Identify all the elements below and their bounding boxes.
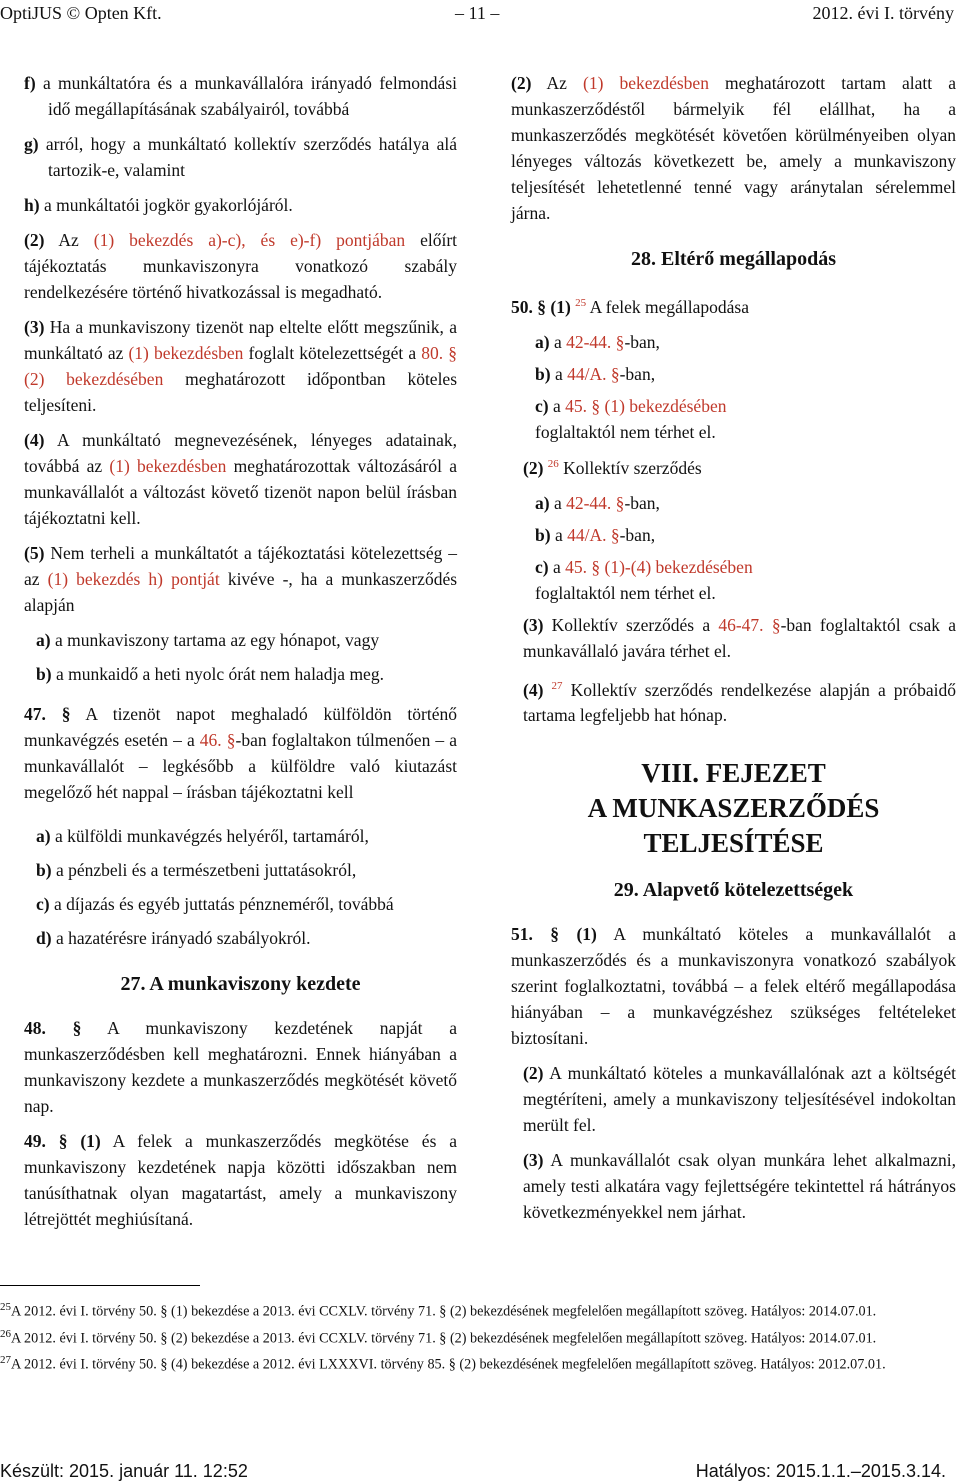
list-item: c) a 45. § (1) bekezdésében (535, 395, 727, 416)
ref-link[interactable]: (1) bekezdés a)-c), és e)-f) pontjában (93, 230, 406, 250)
list-item: a) a külföldi munkavégzés helyéről, tartamáról, (36, 826, 369, 846)
section-heading-27: 27. A munkaviszony kezdete (120, 973, 361, 995)
section-48: 48. § A munkaviszony kezdetének napját a munkaszerződésben kell meghatározni. Ennek hiányában a munkaviszony kezdete a munkaszerződés megkötését követő nap. (24, 1018, 457, 1116)
list-item: b) a pénzbeli és a természetbeni juttatásokról, (36, 860, 357, 880)
section-47: 47. § A tizenöt napot meghaladó külföldön történő munkavégzés esetén – a 46. §-ban foglaltakon túlmenően – a munkavállalót – legkésőbb a külföldre való kiutazást megelőző hét nappal – írásban tájékoztatni kell (24, 704, 457, 802)
point-h: h) a munkáltatói jogkör gyakorlójáról. (24, 195, 293, 215)
page-header (0, 0, 960, 30)
list-item: b) a 44/A. §-ban, (535, 363, 656, 384)
footnote: $^{25}$A 2012. évi I. törvény 50. § (1) bekezdése a 2013. évi CCXLV. törvény 71. § (2) bekezdésének megfelelően megállapított szöveg. Hatályos: 2014.07.01. (0, 1301, 877, 1320)
point-f: f) a munkáltatóra és a munkavállalóra irányadó felmondási idő megállapításának szabályairól, továbbá (24, 73, 457, 119)
ref-link[interactable]: (1) bekezdésben (128, 343, 244, 363)
footnote-ref[interactable]: 26 (547, 457, 559, 470)
ref-link[interactable]: 45. § (1) bekezdésében (565, 395, 727, 416)
section-51-p3: (3) A munkavállalót csak olyan munkára lehet alkalmazni, amely testi alkatára vagy fejlettségére tekintettel rá hátrányos következményekkel nem járhat. (523, 1150, 956, 1223)
law-title: 2012. évi I. törvény (812, 3, 954, 23)
section-50-p3: (3) Kollektív szerződés a 46-47. §-ban foglaltaktól csak a munkavállaló javára térhet el. (523, 614, 956, 661)
ref-link[interactable]: 80. § (2) bekezdésében (24, 343, 457, 389)
ref-link[interactable]: 45. § (1)-(4) bekezdésében (565, 556, 753, 577)
footnote-ref[interactable]: 27 (551, 679, 563, 692)
section-51-p1: 51. § (1) A munkáltató köteles a munkavállalót a munkaszerződés és a munkaviszonyra vonatkozó szabályok szerint foglalkoztatni, továbbá – a felek eltérő megállapodása hiányában – a munkavégzéshez szükséges feltételeket biztosítani. (511, 924, 957, 1049)
ref-link[interactable]: (1) bekezdésben (583, 73, 709, 93)
section-50-p2: (2) $^{26}$ Kollektív szerződés (523, 457, 702, 478)
paragraph-5: (5) Nem terheli a munkáltatót a tájékoztatási kötelezettség – az (1) bekezdés h) pontját kivéve -, ha a munkaszerződés alapján (24, 543, 458, 615)
validity-range: Hatályos: 2015.1.1.–2015.3.14. (695, 1461, 946, 1481)
created-date: Készült: 2015. január 11. 12:52 (0, 1461, 248, 1481)
left-column (24, 70, 457, 1241)
section-50-p1: 50. § (1) $^{25}$ A felek megállapodása (511, 296, 749, 317)
ref-link[interactable]: 42-44. § (566, 492, 625, 513)
publisher: OptiJUS © Opten Kft. (0, 3, 162, 23)
list-item: c) a 45. § (1)-(4) bekezdésében (535, 556, 753, 577)
list-item: b) a 44/A. §-ban, (535, 524, 656, 545)
ref-link[interactable]: 46. § (199, 730, 236, 750)
list-item: b) a munkaidő a heti nyolc órát nem haladja meg. (36, 664, 384, 684)
ref-link[interactable]: (1) bekezdés h) pontját (47, 569, 220, 589)
section-49: 49. § (1) A felek a munkaszerződés megkötése és a munkaviszony kezdetének napja közötti időszakban nem tanúsíthatnak olyan magatartást, amely a munkaviszony létrejöttét meghiúsítaná. (24, 1131, 457, 1229)
footnotes (0, 1297, 958, 1377)
list-item: c) a díjazás és egyéb juttatás pénzneméről, továbbá (36, 894, 394, 914)
list-tail: foglaltaktól nem térhet el. (535, 582, 716, 603)
paragraph-2: (2) Az (1) bekezdés a)-c), és e)-f) pontjában előírt tájékoztatás munkaviszonyra vonatkozó szabály rendelkezésére történő hivatkozással is megadható. (24, 230, 458, 302)
list-item: d) a hazatérésre irányadó szabályokról. (36, 928, 311, 948)
footnote: $^{27}$A 2012. évi I. törvény 50. § (4) bekezdése a 2012. évi LXXXVI. törvény 85. § (2) bekezdésének megfelelően megállapított szöveg. Hatályos: 2012.07.01. (0, 1354, 886, 1374)
paragraph-3: (3) Ha a munkaviszony tizenöt nap eltelte előtt megszűnik, a munkáltató az (1) bekezdésben foglalt kötelezettségét a 80. § (2) bekezdésében meghatározott időpontban köteles teljesíteni. (24, 317, 458, 415)
list-item: a) a munkaviszony tartama az egy hónapot, vagy (36, 630, 380, 650)
list-tail: foglaltaktól nem térhet el. (535, 421, 716, 442)
page-footer (0, 1458, 960, 1484)
section-50-p4: (4) $^{27}$ Kollektív szerződés rendelkezése alapján a próbaidő tartama legfeljebb hat hónap. (523, 679, 957, 726)
ref-link[interactable]: 46-47. § (718, 614, 781, 635)
section-heading-28: 28. Eltérő megállapodás (631, 248, 836, 270)
section-heading-29: 29. Alapvető kötelezettségek (613, 879, 854, 902)
footnote-ref[interactable]: 25 (575, 297, 587, 309)
footnote: $^{26}$A 2012. évi I. törvény 50. § (2) bekezdése a 2013. évi CCXLV. törvény 71. § (2) bekezdésének megfelelően megállapított szöveg. Hatályos: 2014.07.01. (0, 1327, 877, 1347)
list-item: a) a 42-44. §-ban, (535, 492, 660, 513)
paragraph-4: (4) A munkáltató megnevezésének, lényeges adatainak, továbbá az (1) bekezdésben meghatározottak változásáról a munkavállalót a változást követő tizenöt napon belül írásban tájékoztatni kell. (24, 430, 457, 528)
footnote-divider (0, 1285, 200, 1286)
list-item: a) a 42-44. §-ban, (535, 331, 660, 352)
ref-link[interactable]: 42-44. § (566, 331, 625, 352)
ref-link[interactable]: (1) bekezdésben (109, 456, 227, 476)
ref-link[interactable]: 44/A. § (567, 363, 620, 384)
page-number: – 11 – (455, 3, 500, 23)
chapter-heading: VIII. FEJEZET A MUNKASZERZŐDÉS TELJESÍTÉSE (587, 758, 880, 859)
point-g: g) arról, hogy a munkáltató kollektív szerződés hatálya alá tartozik-e, valamint (24, 134, 457, 180)
paragraph-2: (2) Az (1) bekezdésben meghatározott tartam alatt a munkaszerződéstől bármelyik fél elállhat, ha a munkaszerződés megkötését követően körülményeiben olyan lényeges változás következett be, amely a munkaviszony teljesítését lehetetlenné tenné vagy aránytalan sérelemmel járna. (511, 73, 957, 223)
ref-link[interactable]: 44/A. § (567, 524, 620, 545)
right-column (511, 70, 956, 1234)
section-51-p2: (2) A munkáltató köteles a munkavállalónak azt a költségét megtéríteni, amely a munkaviszony teljesítésével indokoltan merült fel. (523, 1063, 956, 1136)
